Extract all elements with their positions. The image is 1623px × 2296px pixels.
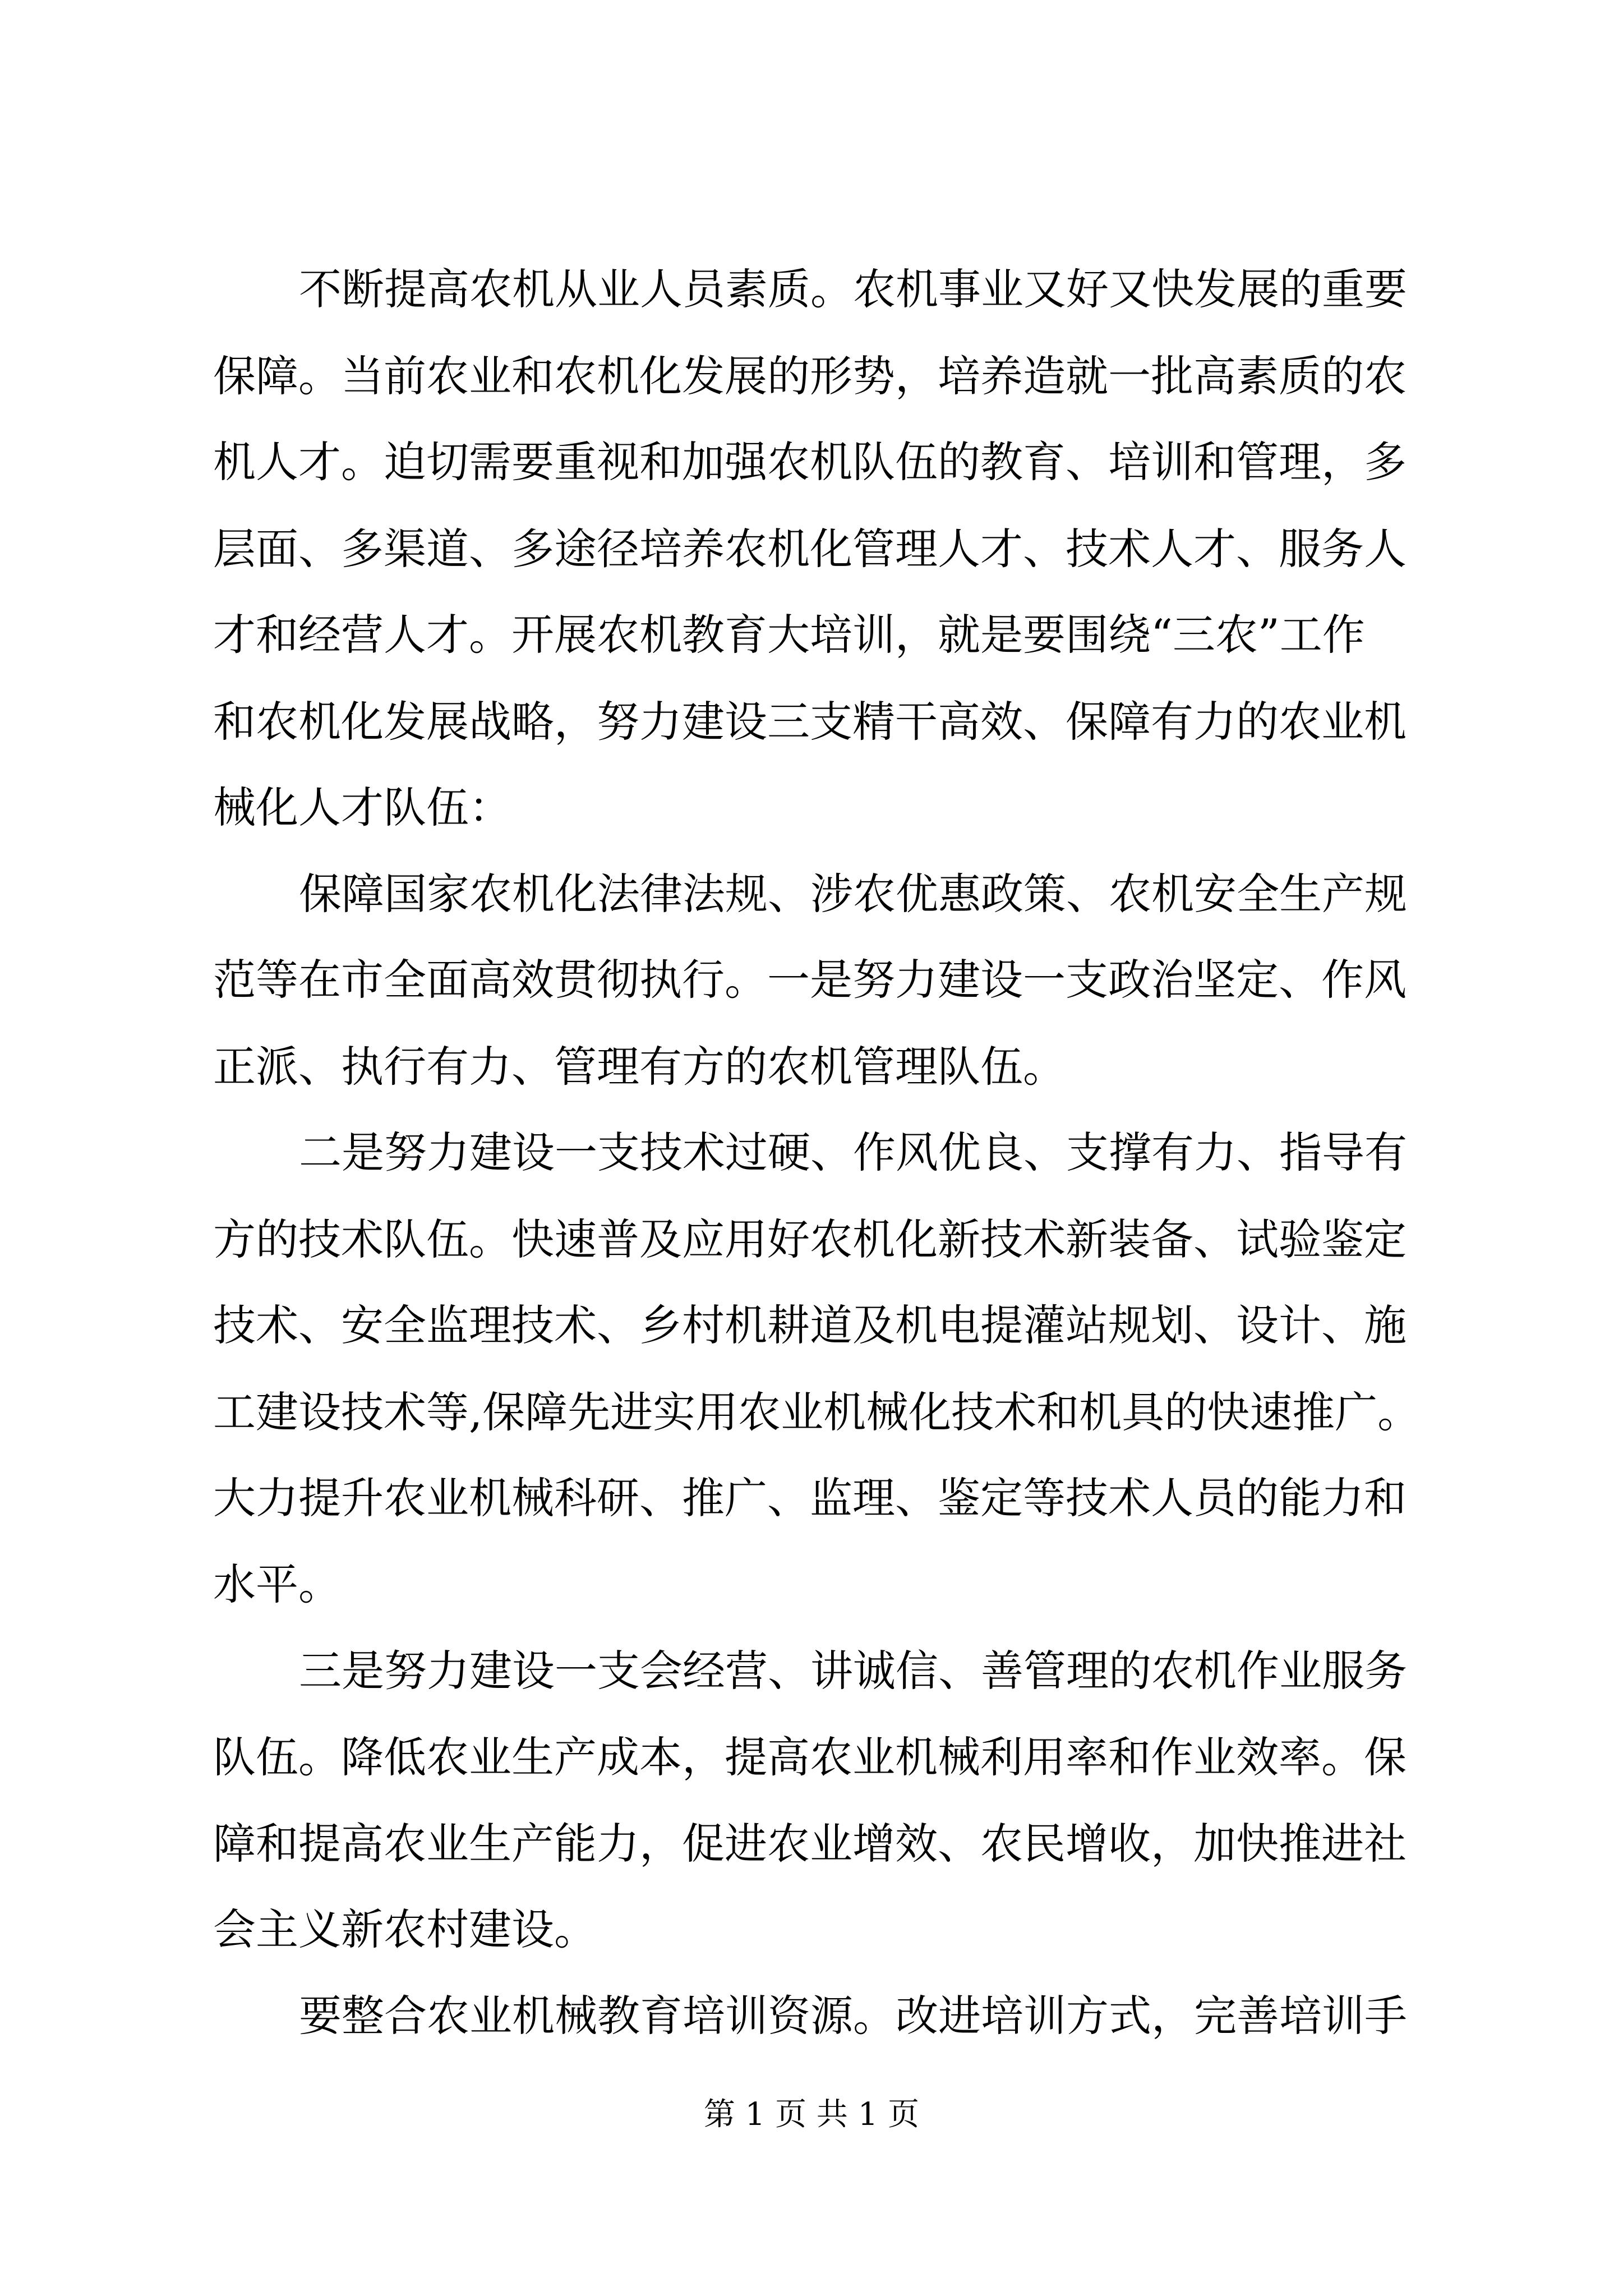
text-line: 才和经营人才。开展农机教育大培训，就是要围绕“三农”工作 — [213, 610, 1365, 660]
text-line: 和农机化发展战略，努力建设三支精干高效、保障有力的农业机 — [213, 697, 1407, 747]
text-line: 械化人才队伍： — [213, 783, 511, 832]
text-line: 会主义新农村建设。 — [213, 1904, 597, 1954]
text-line: 机人才。迫切需要重视和加强农机队伍的教育、培训和管理，多 — [213, 437, 1407, 487]
text-line: 保障。当前农业和农机化发展的形势，培养造就一批高素质的农 — [213, 351, 1407, 401]
page-number-footer: 第 1 页 共 1 页 — [703, 2096, 920, 2133]
text-line: 三是努力建设一支会经营、讲诚信、善管理的农机作业服务 — [299, 1646, 1407, 1696]
text-line: 要整合农业机械教育培训资源。改进培训方式，完善培训手 — [299, 1991, 1407, 2041]
text-line: 水平。 — [213, 1559, 341, 1609]
text-line: 范等在市全面高效贯彻执行。一是努力建设一支政治坚定、作风 — [213, 955, 1407, 1005]
text-line: 二是努力建设一支技术过硬、作风优良、支撑有力、指导有 — [299, 1128, 1407, 1177]
text-line: 不断提高农机从业人员素质。农机事业又好又快发展的重要 — [299, 264, 1407, 314]
text-line: 层面、多渠道、多途径培养农机化管理人才、技术人才、服务人 — [213, 524, 1407, 574]
text-line: 技术、安全监理技术、乡村机耕道及机电提灌站规划、设计、施 — [213, 1300, 1407, 1350]
text-line: 方的技术队伍。快速普及应用好农机化新技术新装备、试验鉴定 — [213, 1214, 1407, 1264]
text-line: 工建设技术等,保障先进实用农业机械化技术和机具的快速推广。 — [213, 1387, 1421, 1437]
text-line: 正派、执行有力、管理有方的农机管理队伍。 — [213, 1042, 1066, 1092]
text-line: 障和提高农业生产能力，促进农业增效、农民增收，加快推进社 — [213, 1819, 1407, 1869]
text-line: 保障国家农机化法律法规、涉农优惠政策、农机安全生产规 — [299, 869, 1407, 919]
text-line: 队伍。降低农业生产成本，提高农业机械利用率和作业效率。保 — [213, 1732, 1407, 1782]
text-line: 大力提升农业机械科研、推广、监理、鉴定等技术人员的能力和 — [213, 1473, 1407, 1523]
